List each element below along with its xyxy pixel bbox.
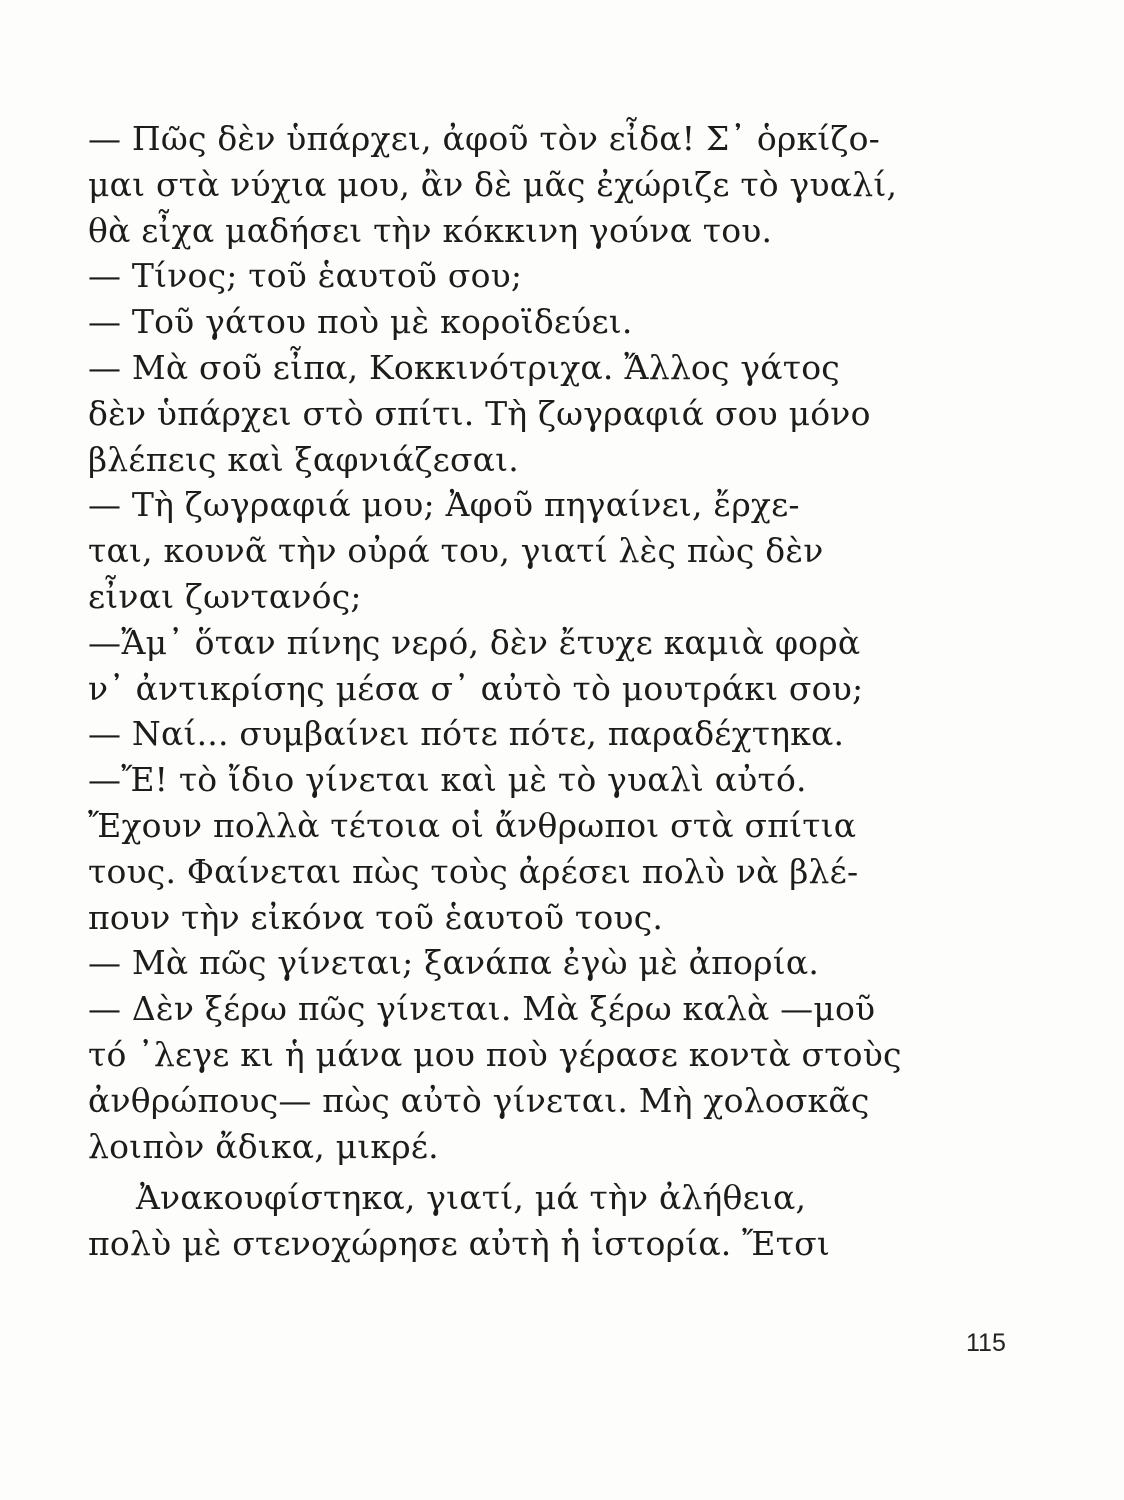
text-line: — Μὰ πῶς γίνεται; ξανάπα ἐγὼ μὲ ἀπορία. bbox=[88, 943, 820, 983]
text-line: ἀνθρώπους— πὼς αὐτὸ γίνεται. Μὴ χολοσκᾶς bbox=[88, 1080, 870, 1120]
body-text bbox=[88, 116, 902, 1267]
paragraph-start-line: Ἀνακουφίστηκα, γιατί, μά τὴν ἀλήθεια, bbox=[136, 1178, 807, 1218]
text-line: τό ᾽λεγε κι ἡ μάνα μου ποὺ γέρασε κοντὰ στοὺς bbox=[88, 1034, 902, 1074]
text-line: — Δὲν ξέρω πῶς γίνεται. Μὰ ξέρω καλὰ —μοῦ bbox=[88, 989, 876, 1029]
text-line: πολὺ μὲ στενοχώρησε αὐτὴ ἡ ἱστορία. Ἔτσι bbox=[88, 1224, 830, 1264]
text-line: ν᾽ ἀντικρίσης μέσα σ᾽ αὐτὸ τὸ μουτράκι σου; bbox=[88, 668, 864, 708]
text-line: βλέπεις καὶ ξαφνιάζεσαι. bbox=[88, 439, 519, 479]
text-line: δὲν ὑπάρχει στὸ σπίτι. Τὴ ζωγραφιά σου μόνο bbox=[88, 393, 871, 433]
text-line: λοιπὸν ἄδικα, μικρέ. bbox=[88, 1126, 439, 1166]
text-line: — Τὴ ζωγραφιά μου; Ἀφοῦ πηγαίνει, ἔρχε- bbox=[88, 485, 800, 525]
text-line: —Ἔ! τὸ ἴδιο γίνεται καὶ μὲ τὸ γυαλὶ αὐτό. bbox=[88, 760, 807, 800]
text-line: πουν τὴν εἰκόνα τοῦ ἑαυτοῦ τους. bbox=[88, 897, 664, 937]
text-line: μαι στὰ νύχια μου, ἂν δὲ μᾶς ἐχώριζε τὸ γυαλί, bbox=[88, 164, 898, 204]
text-line: —Ἄμ᾽ ὅταν πίνης νερό, δὲν ἔτυχε καμιὰ φορὰ bbox=[88, 622, 861, 662]
text-line: — Τοῦ γάτου ποὺ μὲ κοροϊδεύει. bbox=[88, 302, 633, 342]
text-line: ται, κουνᾶ τὴν οὐρά του, γιατί λὲς πὼς δὲν bbox=[88, 531, 824, 571]
text-line: — Τίνος; τοῦ ἑαυτοῦ σου; bbox=[88, 256, 523, 296]
text-line: εἶναι ζωντανός; bbox=[88, 576, 362, 616]
text-line: — Ναί... συμβαίνει πότε πότε, παραδέχτηκα. bbox=[88, 714, 845, 754]
text-line: θὰ εἶχα μαδήσει τὴν κόκκινη γούνα του. bbox=[88, 210, 773, 250]
text-line: τους. Φαίνεται πὼς τοὺς ἀρέσει πολὺ νὰ βλέ- bbox=[88, 851, 859, 891]
text-line: — Πῶς δὲν ὑπάρχει, ἀφοῦ τὸν εἶδα! Σ᾽ ὁρκίζο- bbox=[88, 119, 881, 158]
text-line: — Μὰ σοῦ εἶπα, Κοκκινότριχα. Ἄλλος γάτος bbox=[88, 347, 840, 387]
text-line: Ἔχουν πολλὰ τέτοια οἱ ἄνθρωποι στὰ σπίτια bbox=[88, 805, 857, 845]
page-number: 115 bbox=[966, 1329, 1006, 1357]
